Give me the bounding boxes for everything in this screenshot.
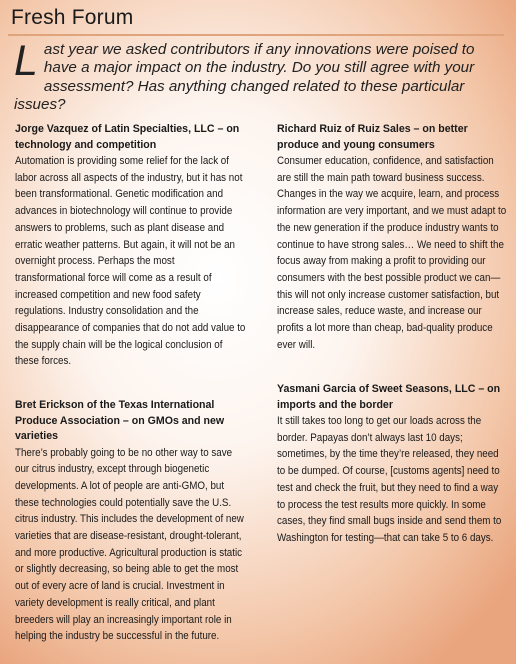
entry-yasmani-garcia (277, 382, 507, 547)
page-title: Fresh Forum (11, 6, 134, 29)
entry-heading: Richard Ruiz of Ruiz Sales – on better produce and young consumers (277, 123, 468, 151)
entry-body: It still takes too long to get our loads across the border. Papayas don’t always last 10 days; sometimes, by the time they’re released, they need to be dumped. Of course, [customs agents] need to test and check the fruit, but they need to find a way to process the test results more quickly. In some cases, they find small bugs inside and send them to Washington for testing—that can take 5 to 6 days. (277, 415, 502, 544)
intro-question (14, 37, 504, 114)
entry-body: Consumer education, confidence, and satisfaction are still the main path toward business success. Changes in the way we acquire, learn, and process information are very important, and we must adapt to the new generation if the produce industry wants to continue to have strong sales… We need to shift the focus away from making a profit to providing our consumers with the best possible product we can—this will not only increase customer satisfaction, but increase sales, reduce waste, and increase our profits a lot more than cheap, bad-quality produce ever will. (277, 155, 507, 351)
entry-jorge-vazquez (15, 122, 245, 370)
title-rule (8, 34, 504, 36)
entry-richard-ruiz (277, 122, 507, 353)
intro-text: ast year we asked contributors if any innovations were poised to have a major impact on the industry. Do you still agree with your assessment? Has anything changed related to these particular issues? (14, 41, 475, 113)
entry-body: There’s probably going to be no other way to save our citrus industry, except through biogenetic developments. A lot of people are anti-GMO, but these technologies could potentially save the U.S. citrus industry. This includes the development of new varieties that are disease-resistant, drought-tolerant, and more productive. Agricultural production is static or slightly decreasing, so being able to get the most out of every acre of land is crucial. Investment in variety development is really critical, and plant breeders will play an increasingly important role in helping the industry be successful in the future. (15, 446, 244, 643)
entry-heading: Jorge Vazquez of Latin Specialties, LLC – on technology and competition (15, 123, 240, 151)
entry-bret-erickson (15, 398, 245, 645)
entry-heading: Yasmani Garcia of Sweet Seasons, LLC – on imports and the border (277, 383, 501, 411)
intro-drop-cap: L (14, 37, 38, 85)
entry-body: Automation is providing some relief for the lack of labor across all aspects of the industry, but it has not been transformational. Genetic modification and advances in biotechnology will continue to provide answers to problems, such as plant disease and erratic weather patterns. But again, it will not be an overnight process. Perhaps the most transformational force will come as a result of increased competition and new food safety regulations. Industry consolidation and the disappearance of companies that do not add value to the supply chain will be the logical conclusion of these forces. (15, 155, 246, 368)
entry-heading: Bret Erickson of the Texas International Produce Association – on GMOs and new varieties (15, 399, 225, 442)
